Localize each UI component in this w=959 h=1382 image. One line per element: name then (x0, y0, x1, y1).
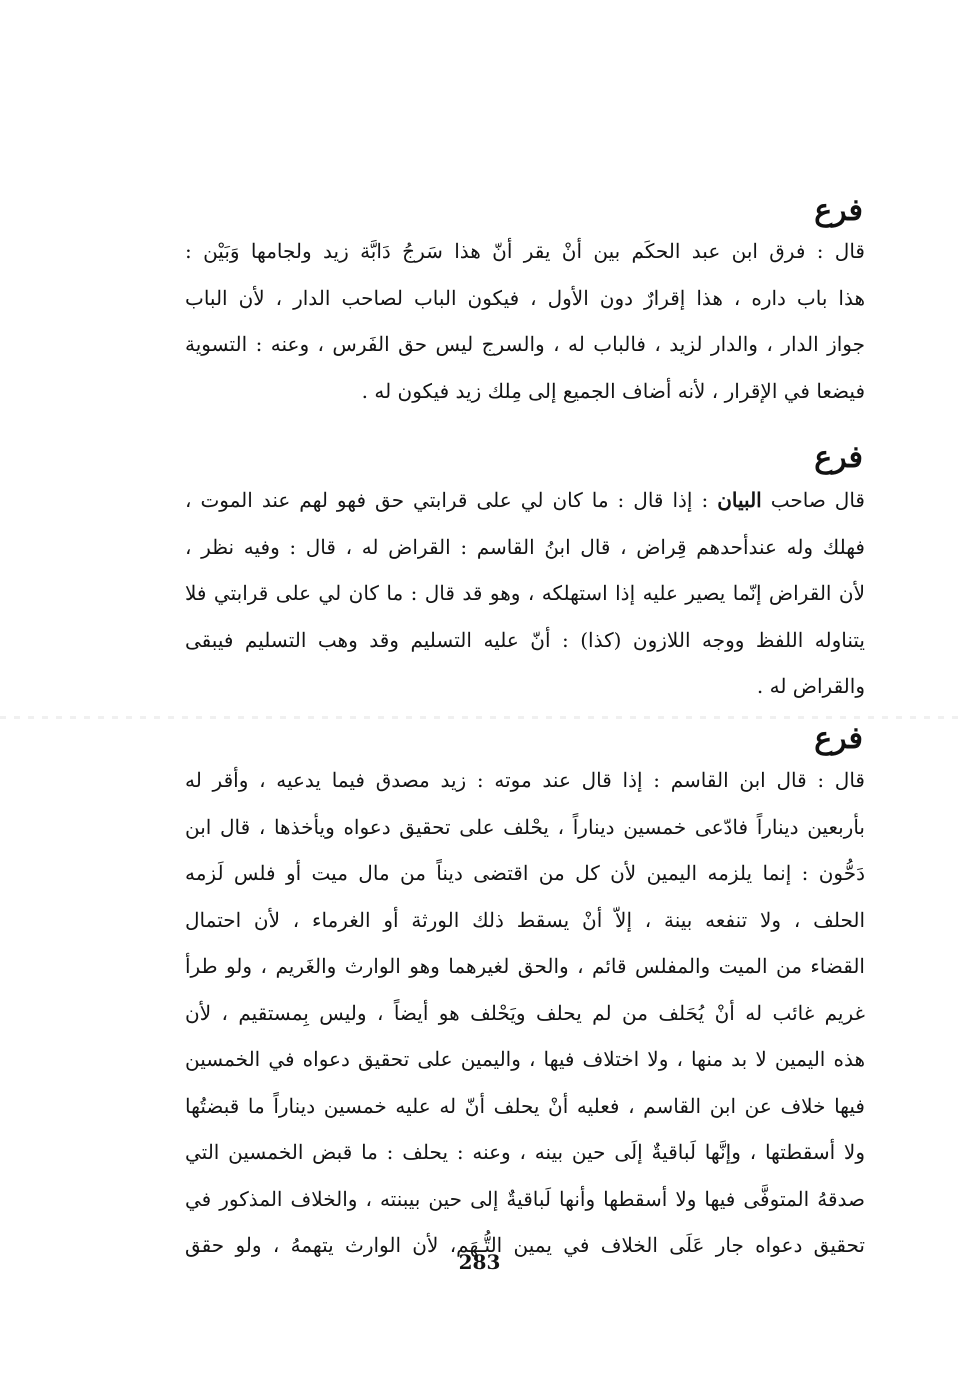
text-line: فيها خلاف عن ابن القاسم ، فعليه أنْ يحلف أنّ له عليه خمسين ديناراً ما قبضتُها (185, 1093, 865, 1118)
text-line: القضاء من الميت والمفلس قائم ، والحق لغيرهما وهو الوارث والغَريم ، ولو طرأ (185, 954, 865, 978)
text-line: فهلك وله عندأحدهم قِراض ، قال ابنُ القاسم : القراض له ، قال : وفيه نظر ، (185, 534, 865, 559)
text-line: والقراض له . (756, 674, 865, 698)
line-prefix: قال صاحب (761, 488, 865, 512)
text-line: تحقيق دعواه جار عَلَى الخلاف في يمين التُّـهَم، لأن الوارث يتهمهُ ، ولو حقق (185, 1233, 865, 1257)
bold-term: البيان (717, 488, 762, 512)
text-line: قال : فرق ابن عبد الحكَم بين أنْ يقر أنّ هذا سَرجُ دَابَّة زيد ولجامها وَبَيْن : (185, 239, 865, 263)
section-paragraph (185, 228, 865, 414)
section-heading: فرع (814, 193, 863, 228)
text-line: هذه اليمين لا بد منها ، ولا اختلاف فيها ، واليمين على تحقيق دعواه في الخمسين (185, 1047, 865, 1071)
text-line: بأربعين ديناراً فادّعى خمسين ديناراً ، يحْلف على تحقيق دعواه ويأخذها ، قال ابن (185, 814, 865, 839)
text-line: الحلف ، ولا تنفعه بينة ، إلاّ أنْ يسقط ذلك الورثة أو الغرماء ، لأن احتمال (185, 907, 865, 932)
text-line: صدقهُ المتوفَّى فيها ولا أسقطها وأنها لَباقيةٌ إلى حين بيبنته ، والخلاف المذكور في (185, 1186, 865, 1211)
text-line: قال : قال ابن القاسم : إذا قال عند موته : زيد مصدق فيما يدعيه ، وأقر له (185, 768, 865, 792)
section-heading: فرع (814, 440, 863, 475)
text-line: دَحُّون : إنما يلزمه اليمين لأن كل من اقتضى ديناً من مال ميت أو فلس لَزمه (185, 861, 865, 885)
text-line: لأن القراض إنّما يصير عليه إذا استهلكه ، وهو قد قال : ما كان لي على قرابتي فلا (185, 581, 865, 605)
text-line: فيضعا في الإقرار ، لأنه أضاف الجميع إلى مِلك زيد فيكون له . (361, 378, 865, 403)
text-line (185, 477, 865, 524)
scan-artifact (0, 716, 959, 719)
section-1 (185, 190, 865, 403)
text-line: غريم غائب له أنْ يُحَلف من لم يحلف ويَحْلف هو أيضاً ، وليس بِمستقيم ، لأن (185, 1000, 865, 1025)
section-paragraph (185, 477, 865, 710)
text-line: هذا باب داره ، هذا إقرارٌ دون الأول ، فيكون الباب لصاحب الدار ، لأن الباب (185, 285, 865, 310)
section-paragraph (185, 757, 865, 1269)
line-suffix: : إذا قال : ما كان لي على قرابتي حق فهو لهم عند الموت ، (185, 488, 718, 512)
text-line: جواز الدار ، والدار لزيد ، فالباب له ، والسرج ليس حق الفَرس ، وعنه : التسوية (185, 332, 865, 356)
section-heading: فرع (814, 721, 863, 756)
text-line: يتناوله اللفظ ووجه اللازون (كذا) : أنّ عليه التسليم وقد وهب التسليم فيبقى (185, 627, 865, 652)
section-2 (185, 437, 865, 707)
section-3 (185, 721, 865, 1257)
text-line: ولا أسقطتها ، وإنَّها لَباقيةٌ إلَى حين بينه ، وعنه : يحلف : ما قبض الخمسين التي (185, 1140, 865, 1164)
page-number: 283 (458, 1250, 501, 1274)
